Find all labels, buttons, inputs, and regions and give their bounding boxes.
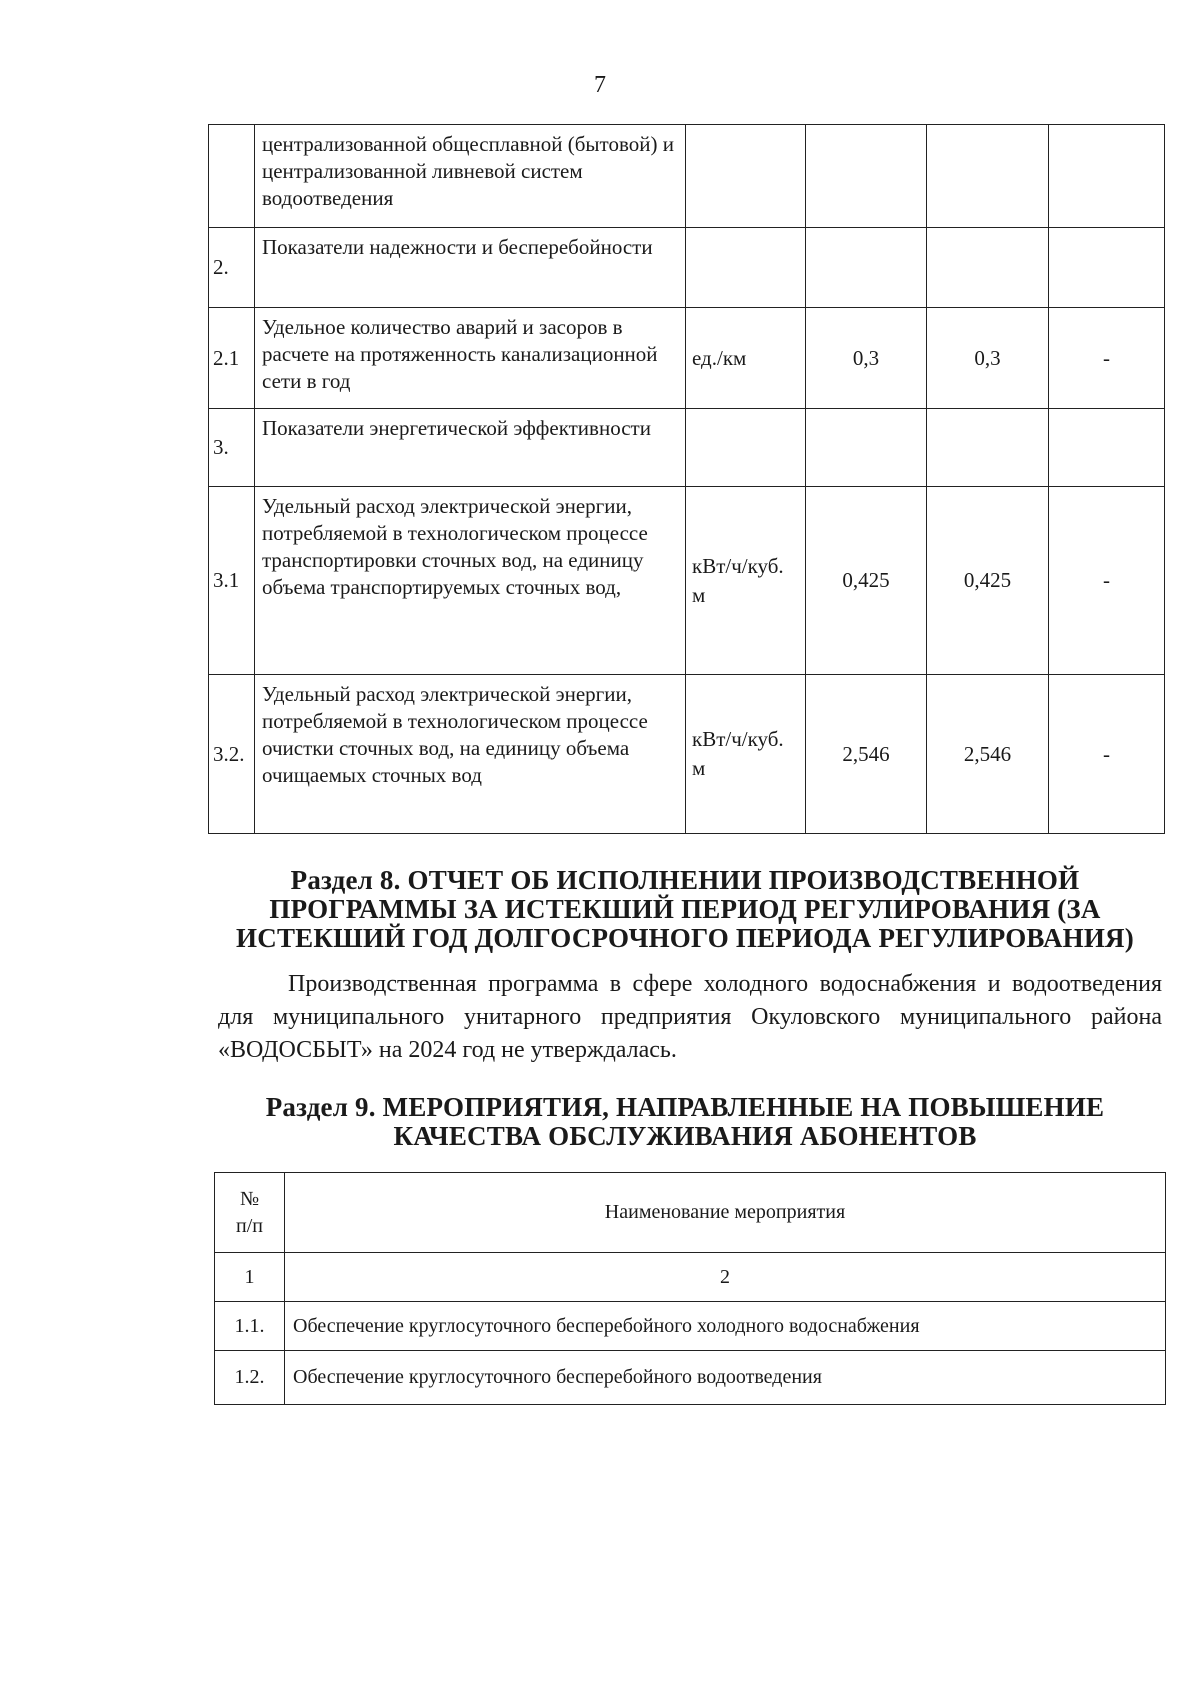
section-8-title: Раздел 8. ОТЧЕТ ОБ ИСПОЛНЕНИИ ПРОИЗВОДСТВЕННОЙ ПРОГРАММЫ ЗА ИСТЕКШИЙ ПЕРИОД РЕГУЛИРОВАНИЯ (ЗА ИСТЕКШИЙ ГОД ДОЛГОСРОЧНОГО ПЕРИОДА РЕГУЛИРОВАНИЯ) (236, 865, 1134, 953)
unit-cell: ед./км (686, 308, 806, 409)
indicator-name: централизованной общесплавной (бытовой) и централизованной ливневой систем водоотведения (255, 125, 686, 228)
indicators-table (208, 124, 1165, 834)
indicator-name: Удельный расход электрической энергии, потребляемой в технологическом процессе очистки сточных вод, на единицу объема очищаемых сточных вод (255, 675, 686, 834)
value-cell: - (1049, 675, 1165, 834)
value-cell: 0,425 (927, 487, 1049, 675)
value-cell (1049, 409, 1165, 487)
unit-cell (686, 228, 806, 308)
row-number: 3.2. (209, 675, 255, 834)
measure-name: Обеспечение круглосуточного бесперебойного водоотведения (285, 1351, 1166, 1405)
row-number: 2.1 (209, 308, 255, 409)
table-row (215, 1351, 1166, 1405)
value-cell (927, 409, 1049, 487)
page-number: 7 (594, 72, 606, 98)
value-cell (1049, 125, 1165, 228)
row-number: 3.1 (209, 487, 255, 675)
indicator-name: Удельное количество аварий и засоров в расчете на протяженность канализационной сети в год (255, 308, 686, 409)
indicator-name: Удельный расход электрической энергии, потребляемой в технологическом процессе транспортировки сточных вод, на единицу объема транспортируемых сточных вод, (255, 487, 686, 675)
indicator-name: Показатели энергетической эффективности (255, 409, 686, 487)
header-num: № п/п (215, 1173, 285, 1253)
section-9-title: Раздел 9. МЕРОПРИЯТИЯ, НАПРАВЛЕННЫЕ НА ПОВЫШЕНИЕ КАЧЕСТВА ОБСЛУЖИВАНИЯ АБОНЕНТОВ (265, 1092, 1105, 1151)
row-number: 3. (209, 409, 255, 487)
header-name: Наименование мероприятия (285, 1173, 1166, 1253)
row-number: 1.1. (215, 1302, 285, 1351)
value-cell: 0,3 (806, 308, 927, 409)
value-cell (927, 125, 1049, 228)
value-cell (927, 228, 1049, 308)
unit-cell (686, 409, 806, 487)
unit-cell: кВт/ч/куб. м (686, 675, 806, 834)
unit-cell: кВт/ч/куб. м (686, 487, 806, 675)
measure-name: Обеспечение круглосуточного бесперебойного холодного водоснабжения (285, 1302, 1166, 1351)
value-cell: 2,546 (927, 675, 1049, 834)
section-8-paragraph (218, 968, 1162, 1067)
table-row (209, 125, 1165, 228)
table-row (215, 1302, 1166, 1351)
section-8-paragraph-text: Производственная программа в сфере холодного водоснабжения и водоотведения для муниципального унитарного предприятия Окуловского муниципального района «ВОДОСБЫТ» на 2024 год не утверждалась. (218, 971, 1162, 1063)
table-row (209, 409, 1165, 487)
row-number (209, 125, 255, 228)
column-index: 2 (285, 1253, 1166, 1302)
value-cell (806, 409, 927, 487)
value-cell: - (1049, 308, 1165, 409)
row-number: 1.2. (215, 1351, 285, 1405)
table-row (209, 228, 1165, 308)
column-index-row (215, 1253, 1166, 1302)
value-cell: 0,425 (806, 487, 927, 675)
measures-table (214, 1172, 1166, 1405)
value-cell (806, 228, 927, 308)
table-header-row (215, 1173, 1166, 1253)
indicator-name: Показатели надежности и бесперебойности (255, 228, 686, 308)
row-number: 2. (209, 228, 255, 308)
value-cell: 2,546 (806, 675, 927, 834)
table-row (209, 308, 1165, 409)
value-cell (806, 125, 927, 228)
value-cell (1049, 228, 1165, 308)
unit-cell (686, 125, 806, 228)
value-cell: - (1049, 487, 1165, 675)
table-row (209, 487, 1165, 675)
column-index: 1 (215, 1253, 285, 1302)
value-cell: 0,3 (927, 308, 1049, 409)
table-row (209, 675, 1165, 834)
